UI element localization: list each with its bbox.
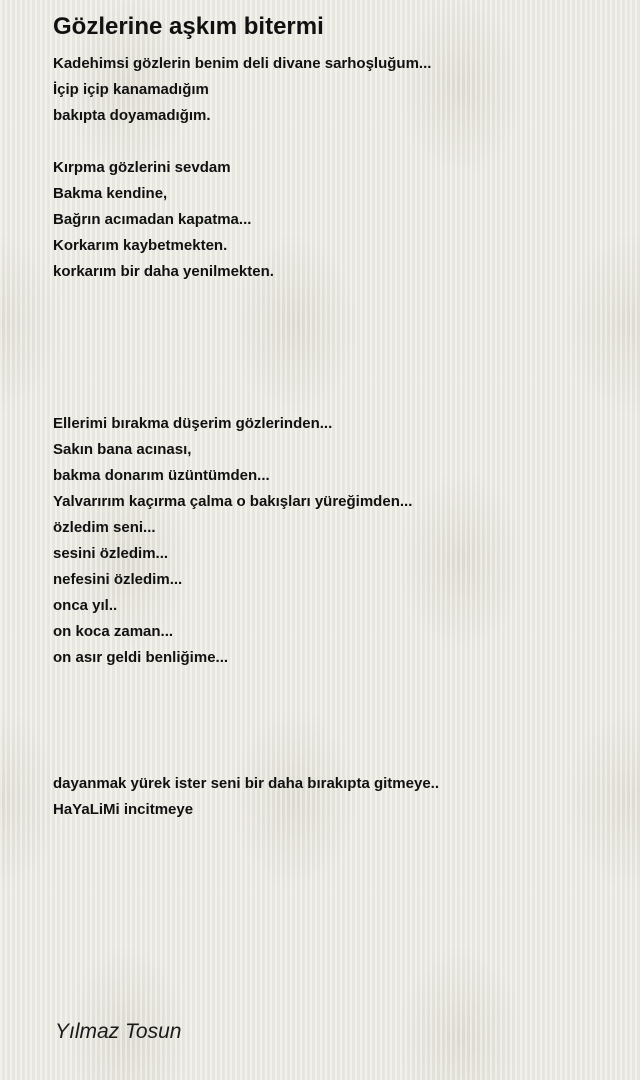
poem-line: Bakma kendine, <box>53 185 168 202</box>
poem-line: HaYaLiMi incitmeye <box>53 801 194 818</box>
poem-line: on asır geldi benliğime... <box>53 649 229 666</box>
poem-line: Bağrın acımadan kapatma... <box>53 211 252 228</box>
author-name: Yılmaz Tosun <box>55 1020 182 1043</box>
poem-line: korkarım bir daha yenilmekten. <box>53 263 274 280</box>
poem-line: Yalvarırım kaçırma çalma o bakışları yüreğimden... <box>53 493 413 510</box>
poem-line: on koca zaman... <box>53 623 174 640</box>
poem-line: Korkarım kaybetmekten. <box>53 237 228 254</box>
poem-line: Kırpma gözlerini sevdam <box>53 159 231 176</box>
stanza-1 <box>53 51 431 129</box>
stanza-3 <box>53 411 412 671</box>
poem-line: Ellerimi bırakma düşerim gözlerinden... <box>53 415 333 432</box>
poem-line: sesini özledim... <box>53 545 169 562</box>
poem-line: nefesini özledim... <box>53 571 183 588</box>
poem-line: onca yıl.. <box>53 597 118 614</box>
poem-line: özledim seni... <box>53 519 156 536</box>
poem-title: Gözlerine aşkım bitermi <box>53 13 324 40</box>
poem-line: Sakın bana acınası, <box>53 441 192 458</box>
poem-line: Kadehimsi gözlerin benim deli divane sarhoşluğum... <box>53 55 432 72</box>
poem-line: bakıpta doyamadığım. <box>53 107 211 124</box>
stanza-4 <box>53 771 439 823</box>
poem-line: dayanmak yürek ister seni bir daha bırakıpta gitmeye.. <box>53 775 439 792</box>
poem-line: bakma donarım üzüntümden... <box>53 467 270 484</box>
poem-line: İçip içip kanamadığım <box>53 81 209 98</box>
stanza-2 <box>53 155 274 285</box>
